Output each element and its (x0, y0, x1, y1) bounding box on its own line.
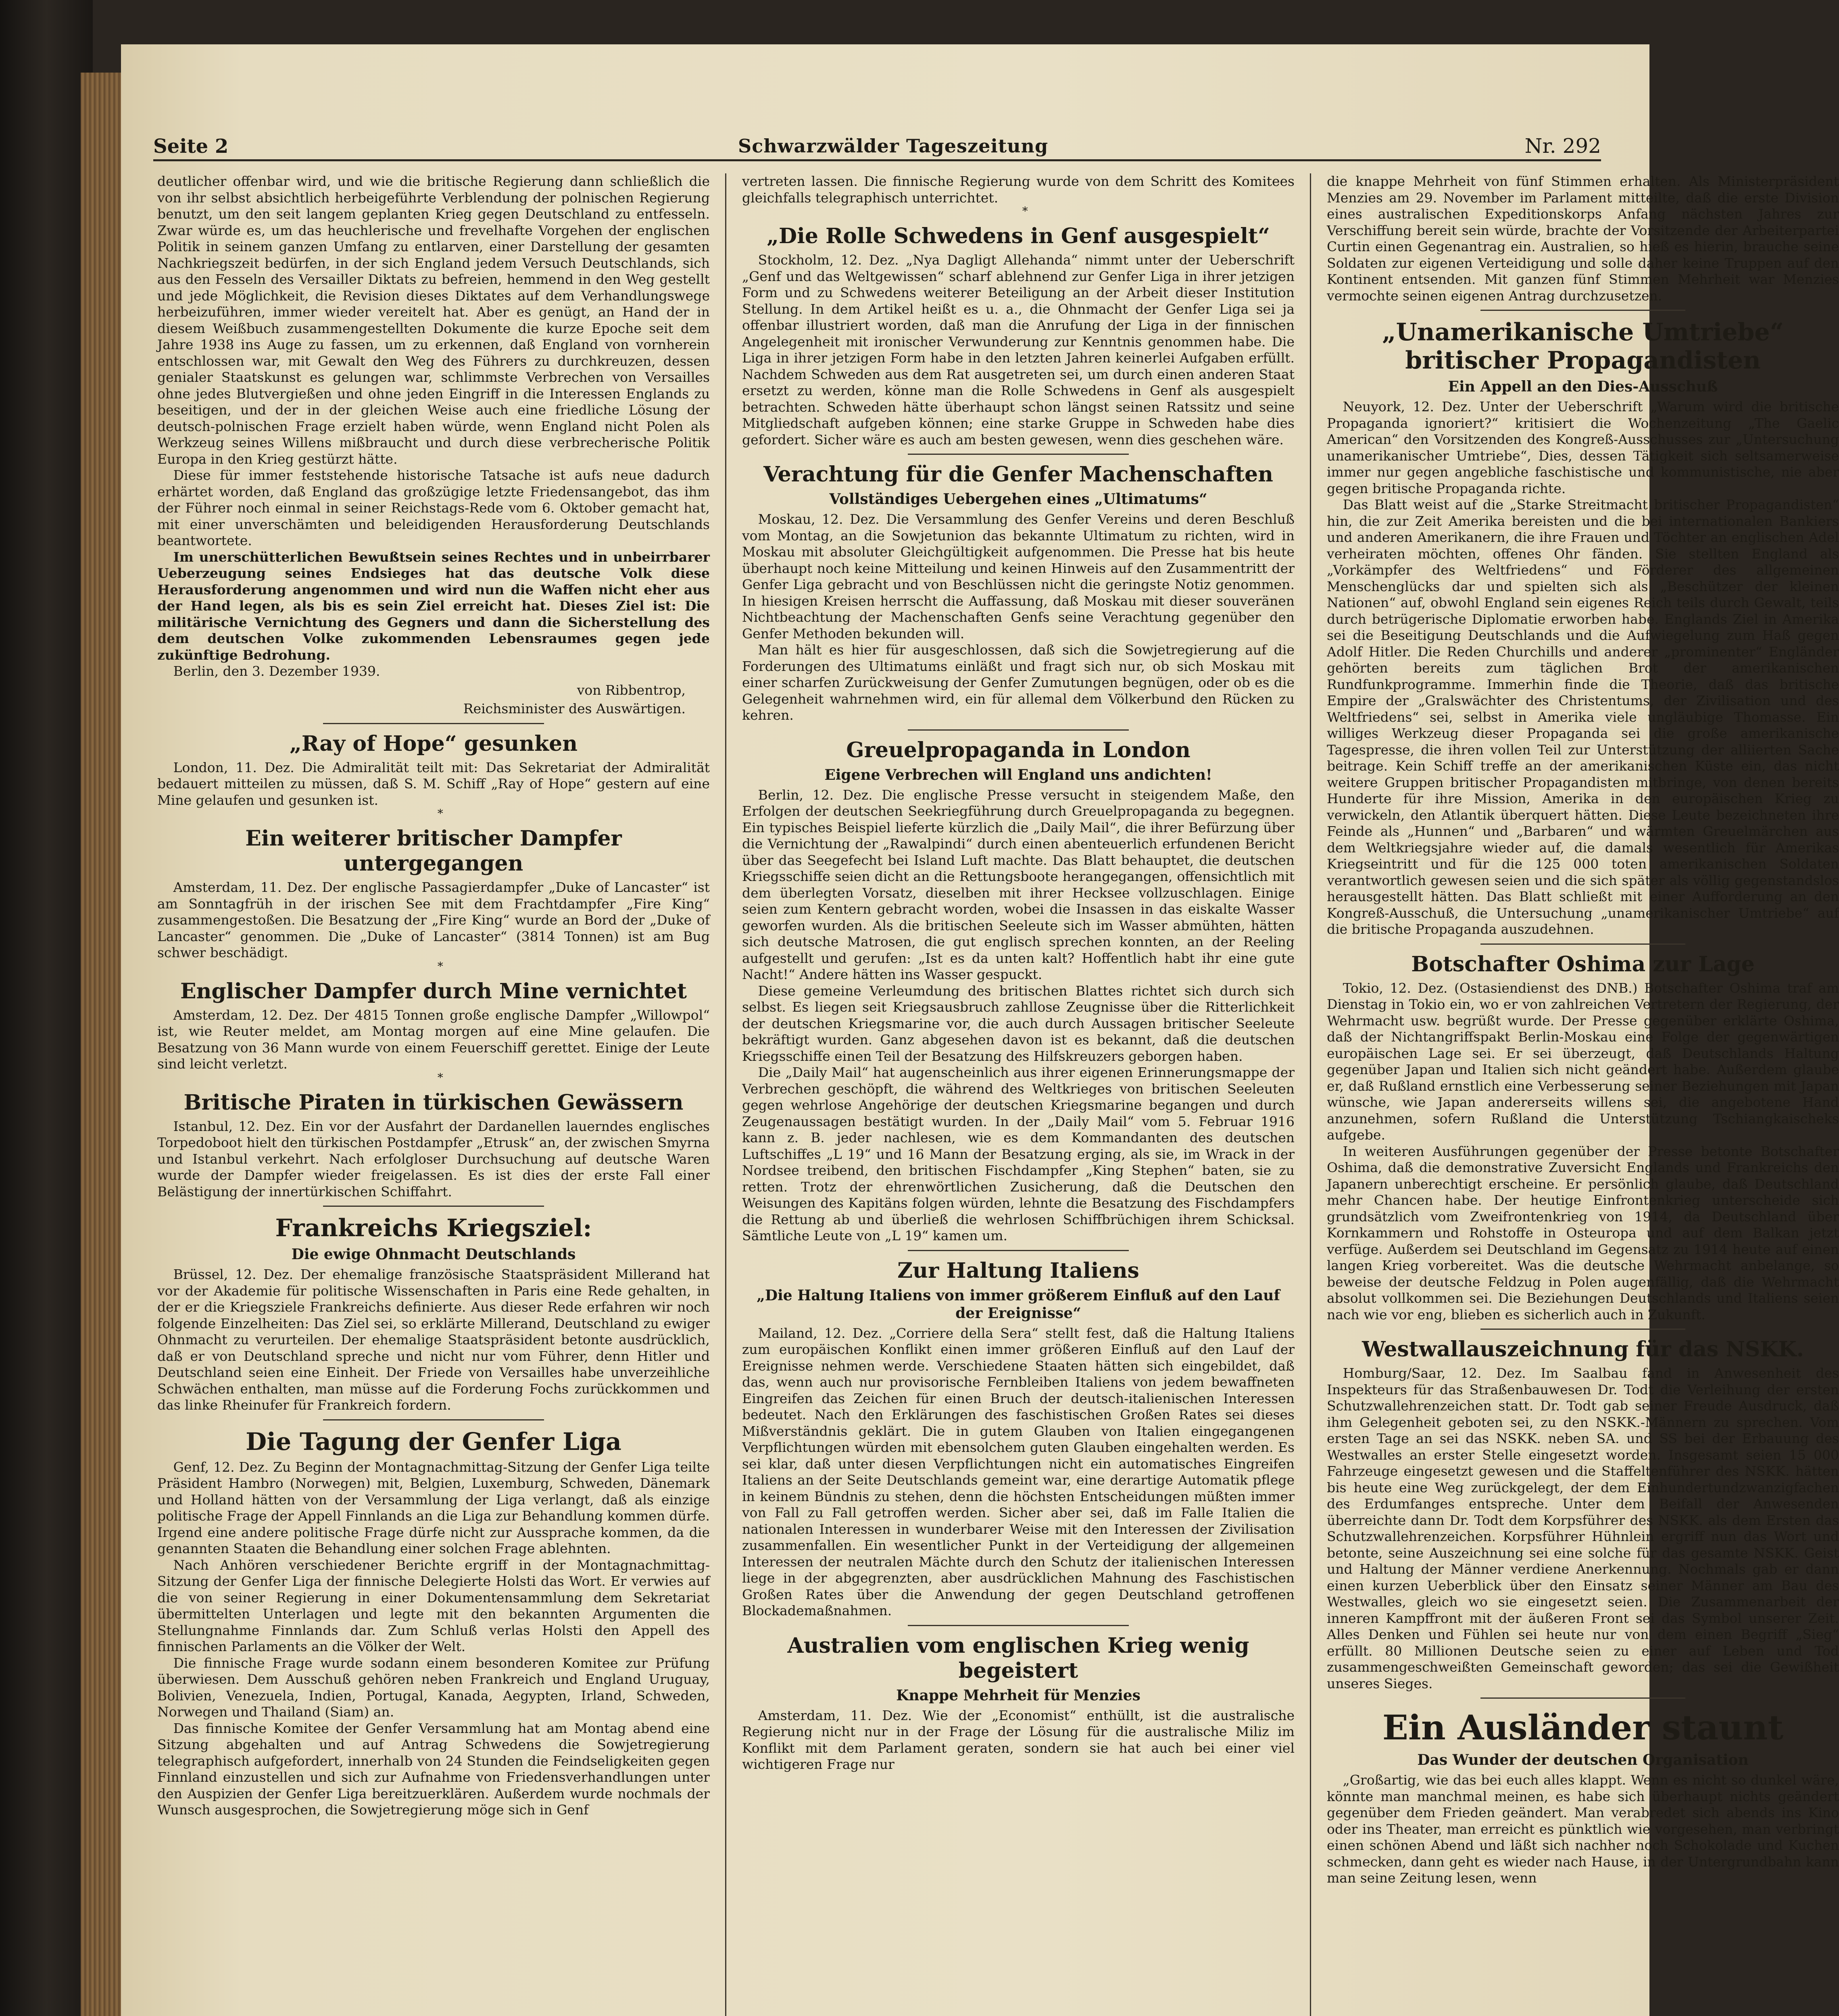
article-title: „Die Rolle Schwedens in Genf ausgespielt“ (767, 224, 1270, 248)
article-body: Die „Daily Mail“ hat augenscheinlich aus ihrer eigenen Erinnerungsmappe der Verbrechen geschöpft, die während des Weltkrieges von britischen Seeleuten gegen wehrlose Angehörige der deutschen Kriegsmarine begangen und durch Zeugenaussagen bestätigt wurden. In der „Daily Mail“ vom 5. Februar 1916 kann z. B. jeder nachlesen, wie es dem Kommandanten des deutschen Luftschiffes „L 19“ und 16 Mann der Besatzung erging, als sie, im Wrack in der Nordsee treibend, den britischen Fischdampfer „King Stephen“ baten, sie zu retten. Trotz der ehrenwörtlichen Zusicherung, daß die Deutschen den Weisungen des Kapitäns folgen würden, lehnte die Besatzung des Fischdampfers die Rettung ab und überließ die wehrlosen Schiffbrüchigen ihrem Schicksal. Sämtliche Leute von „L 19“ kamen um. (742, 1064, 1295, 1243)
book-spine (0, 0, 93, 2016)
divider (908, 454, 1129, 455)
issue-number: Nr. 292 (1524, 134, 1601, 158)
article-title: Ein Ausländer staunt (1382, 1708, 1784, 1747)
article-title: Frankreichs Kriegsziel: (275, 1214, 592, 1242)
divider (323, 1206, 544, 1207)
paragraph: die knappe Mehrheit von fünf Stimmen erhalten. Als Ministerpräsident Menzies am 29. November im Parlament mitteilte, daß die erste Division eines australischen Expeditionskorps Anfang nächsten Jahres zur Verschiffung bereit sein würde, brachte der Vorsitzende der Arbeiterpartei Curtin einen Gegenantrag ein. Australien, so hieß es hierin, brauche seine Soldaten zur eigenen Verteidigung und solle daher keine Truppen auf den Kontinent entsenden. Mit ganzen fünf Stimmen Mehrheit war Menzies vermochte seinen eigenen Antrag durchzusetzen. (1327, 173, 1839, 304)
divider (908, 729, 1129, 731)
divider (323, 723, 544, 724)
article-body: Brüssel, 12. Dez. Der ehemalige französische Staatspräsident Millerand hat vor der Akademie für politische Wissenschaften in Paris eine Rede gehalten, in der er die Kriegsziele Frankreichs definierte. Aus dieser Rede erfahren wir noch folgende Einzelheiten: Das Ziel sei, so erklärte Millerand, Deutschland zu ewiger Ohnmacht zu verurteilen. Der ehemalige Staatspräsident betonte ausdrücklich, daß er von Deutschland spreche und nicht nur vom Führer, denn Hitler und Deutschland seien eine Einheit. Der Friede von Versailles habe unverzeihliche Schwächen enthalten, man müsse auf die Forderung Fochs zurückkommen und das linke Rheinufer für Frankreich fordern. (157, 1266, 710, 1413)
dateline: Berlin, den 3. Dezember 1939. (173, 663, 380, 679)
page-header (153, 131, 1601, 161)
article-title: Australien vom englischen Krieg wenig begeistert (787, 1633, 1249, 1683)
article-body: Amsterdam, 11. Dez. Wie der „Economist“ enthüllt, ist die australische Regierung nicht nur in der Frage der Lösung für die australische Miliz im Konflikt mit dem Parlament geraten, sondern sie hat auch bei einer viel wichtigeren Frage nur (742, 1707, 1295, 1772)
article-subtitle: Knappe Mehrheit für Menzies (896, 1687, 1141, 1704)
article-body: Man hält es hier für ausgeschlossen, daß sich die Sowjetregierung auf die Forderungen des Ultimatums einläßt und fragt sich nur, ob sich Moskau mit einer scharfen Zurückweisung der Genfer Zumutungen begnügen, oder ob es die Gelegenheit wahrnehmen wird, ein für allemal dem Völkerbund den Rücken zu kehren. (742, 642, 1295, 723)
article-body: Moskau, 12. Dez. Die Versammlung des Genfer Vereins und deren Beschluß vom Montag, an die Sowjetunion das bekannte Ultimatum zu richten, wird in Moskau mit absoluter Gleichgültigkeit aufgenommen. Die Presse hat bis heute überhaupt noch keine Mitteilung und keinen Hinweis auf den Zusammentritt der Genfer Liga gebracht und von Beschlüssen nicht die geringste Notiz genommen. In hiesigen Kreisen herrscht die Auffassung, daß Moskau mit dieser souveränen Nichtbeachtung der Machenschaften Genfs seine Verachtung gegenüber den Genfer Methoden bekunden will. (742, 511, 1295, 641)
divider (1480, 1697, 1685, 1699)
article-body: „Großartig, wie das bei euch alles klappt. Wenn es nicht so dunkel wäre, könnte man manchmal meinen, es habe sich überhaupt nichts geändert gegenüber dem Frieden geändert. Man verabredet sich abends ins Kino oder ins Theater, man erreicht es pünktlich wie vorgesehen, man verbringt einen schönen Abend und läßt sich nachher noch Schokolade und Kuchen schmecken, dann geht es wieder nach Hause, in der Untergrundbahn kann man seine Zeitung lesen, wenn (1327, 1772, 1839, 1886)
article-subtitle: Ein Appell an den Dies-Ausschuß (1448, 378, 1718, 395)
article-title: Die Tagung der Genfer Liga (246, 1427, 621, 1456)
signature-name: von Ribbentrop, (577, 682, 686, 698)
star-divider: * (437, 1070, 443, 1084)
article-subtitle: Die ewige Ohnmacht Deutschlands (291, 1246, 576, 1263)
article-body: Mailand, 12. Dez. „Corriere della Sera“ stellt fest, daß die Haltung Italiens zum europäischen Konflikt einen immer größeren Einfluß auf den Lauf der Ereignisse nehmen werde. Verschiedene Staaten hätten sich eingebildet, daß das, wenn auch nur provisorische Fernbleiben Italiens von jedem bewaffneten Eingreifen das Zeichen für einen Bruch der deutsch-italienischen Interessen bedeutet. Nach den Erklärungen des faschistischen Großen Rates sei dieses Mißverständnis geklärt. Die in gutem Glauben von Italien eingegangenen Verpflichtungen würden mit ebensolchem guten Glauben eingehalten werden. Es sei klar, daß unter diesen Verpflichtungen nicht ein automatisches Eingreifen Italiens an der Seite Deutschlands gemeint war, eine derartige Automatik pflege in keinem Bündnis zu stehen, denn die höchsten Entscheidungen müßten immer von Fall zu Fall getroffen werden. Sicher aber sei, daß im Falle Italien die nationalen Interessen in wunderbarer Weise mit den Interessen der Zivilisation zusammenfallen. Ein wesentlicher Punkt in der Verteidigung der allgemeinen Interessen der neutralen Mächte durch den Schutz der italienischen Interessen liege in der abgegrenzten, aber ausdrücklichen Mahnung des Faschistischen Großen Rates über die Anwendung der gegen Deutschland getroffenen Blockademaßnahmen. (742, 1325, 1295, 1618)
article-body: Istanbul, 12. Dez. Ein vor der Ausfahrt der Dardanellen lauerndes englisches Torpedoboot hielt den türkischen Postdampfer „Etrusk“ an, der zwischen Smyrna und Istanbul verkehrt. Nach erfolgloser Durchsuchung auf deutsche Waren wurde der Dampfer wieder freigelassen. Es ist dies der erste Fall einer Belästigung der innertürkischen Schiffahrt. (157, 1118, 710, 1200)
article-title: Westwallauszeichnung für das NSKK. (1362, 1337, 1804, 1362)
divider (1480, 310, 1685, 311)
article-title: „Unamerikanische Umtriebe“ britischer Propagandisten (1382, 318, 1784, 375)
article-body: Amsterdam, 11. Dez. Der englische Passagierdampfer „Duke of Lancaster“ ist am Sonntagfrüh in der irischen See mit dem Frachtdampfer „Fire King“ zusammengestoßen. Die Besatzung der „Fire King“ wurde an Bord der „Duke of Lancaster“ genommen. Die „Duke of Lancaster“ (3814 Tonnen) ist am Bug schwer beschädigt. (157, 879, 710, 960)
article-body: Amsterdam, 12. Dez. Der 4815 Tonnen große englische Dampfer „Willowpol“ ist, wie Reuter meldet, am Montag morgen auf eine Mine gelaufen. Die Besatzung von 36 Mann wurde von einem Feuerschiff gerettet. Einige der Leute sind leicht verletzt. (157, 1007, 710, 1072)
signature-title: Reichsminister des Auswärtigen. (463, 701, 686, 716)
article-body: In weiteren Ausführungen gegenüber der Presse betonte Botschafter Oshima, daß die demonstrative Zuversicht Englands und Frankreichs den Japanern unberechtigt erscheine. Er persönlich glaube, daß Deutschland mehr Chancen habe. Der heutige Einfrontenkrieg unterscheide sich grundsätzlich vom Zweifrontenkrieg von 1914, da Deutschland über Kornkammern und Rohstoffe in Osteuropa und auf dem Balkan jetzt verfüge. Außerdem sei Deutschland im Gegensatz zu 1914 heute auf einen langen Krieg vorbereitet. Was die deutsche Wehrmacht anbelange, so beweise der deutsche Feldzug in Polen augenfällig, daß die Wehrmacht absolut vollkommen sei. Die Beziehungen Deutschlands und Italiens seien nach wie vor eng, blieben es sicherlich auch in Zukunft. (1327, 1143, 1839, 1322)
page-content (153, 44, 1839, 2016)
article-body: Das finnische Komitee der Genfer Versammlung hat am Montag abend eine Sitzung abgehalten und auf Antrag Schwedens die Sowjetregierung telegraphisch aufgefordert, innerhalb von 24 Stunden die Feindseligkeiten gegen Finnland einzustellen und sich zur Aufnahme von Friedensverhandlungen unter den Auspizien der Genfer Liga bereitzuerklären. Außerdem wurde nochmals der Wunsch ausgesprochen, die Sowjetregierung möge sich in Genf (157, 1720, 710, 1818)
article-body: Tokio, 12. Dez. (Ostasiendienst des DNB.) Botschafter Oshima traf am Dienstag in Tokio ein, wo er von zahlreichen Vertretern der Regierung, der Wehrmacht usw. begrüßt wurde. Der Presse gegenüber erklärte Oshima, daß der Nichtangriffspakt Berlin-Moskau eine Folge der gegenwärtigen europäischen Lage sei. Er sei überzeugt, daß Deutschlands Haltung gegenüber Japan und Italien sich nicht geändert habe. Außerdem glaube er, daß Rußland ernstlich eine Verbesserung seiner Beziehungen mit Japan wünsche, wie Japan andererseits willens sei, die angebotene Hand anzunehmen, sofern Rußland die Unterstützung Tschiangkaischeks aufgebe. (1327, 980, 1839, 1143)
star-divider: * (1022, 204, 1028, 218)
page-label: Seite 2 (153, 135, 229, 158)
article-title: Englischer Dampfer durch Mine vernichtet (180, 979, 687, 1004)
article-body: Stockholm, 12. Dez. „Nya Dagligt Allehanda“ nimmt unter der Ueberschrift „Genf und das Weltgewissen“ scharf ablehnend zur Genfer Liga in ihrer jetzigen Form und zu Schwedens weiterer Beteiligung an der Arbeit dieser Institution Stellung. In dem Artikel heißt es u. a., die Ohnmacht der Genfer Liga sei ja offenbar illustriert worden, daß man die Anrufung der Liga in der finnischen Angelegenheit mit ironischer Verwunderung zur Kenntnis genommen habe. Die Liga in ihrer jetzigen Form habe in den letzten Jahren keinerlei Aufgaben erfüllt. Nachdem Schweden aus dem Rat ausgetreten sei, um durch einen anderen Staat ersetzt zu werden, könne man die Rolle Schwedens in Genf als ausgespielt betrachten. Schweden hätte überhaupt schon längst seinen Ratssitz und seine Mitgliedschaft aufgeben können; eine starke Gruppe in Schweden habe dies gefordert. Sicher wäre es auch am besten gewesen, wenn dies geschehen wäre. (742, 252, 1295, 448)
newspaper-page (121, 44, 1839, 2016)
article-title: Zur Haltung Italiens (897, 1258, 1139, 1283)
column-2 (742, 173, 1295, 2016)
article-body: Neuyork, 12. Dez. Unter der Ueberschrift „Warum wird die britische Propaganda ignoriert?“ kritisiert die Wochenzeitung „The Gaelic American“ den Vorsitzenden des Kongreß-Ausschusses zur „Untersuchung unamerikanischer Umtriebe“, Dies, dessen Tätigkeit sich seltsamerweise immer nur gegen angebliche faschistische und kommunistische, nie aber gegen britische Propaganda richte. (1327, 399, 1839, 496)
article-body: London, 11. Dez. Die Admiralität teilt mit: Das Sekretariat der Admiralität bedauert mitteilen zu müssen, daß S. M. Schiff „Ray of Hope“ gestern auf eine Mine gelaufen und gesunken ist. (157, 759, 710, 808)
article-body: Berlin, 12. Dez. Die englische Presse versucht in steigendem Maße, den Erfolgen der deutschen Seekriegführung durch Greuelpropaganda zu begegnen. Ein typisches Beispiel lieferte kürzlich die „Daily Mail“, die ihrer Befürzung über die Vernichtung der „Rawalpindi“ durch einen abenteuerlich erfundenen Bericht über das Seegefecht bei Island Luft machte. Das Blatt behauptet, die deutschen Kriegsschiffe seien dicht an die Rettungsboote herangegangen, offensichtlich mit dem überlegten Vorsatz, dieselben mit ihrer Hecksee vollzuschlagen. Einige seien zum Kentern gebracht worden, wobei die Insassen in das eiskalte Wasser geworfen wurden. Als die britischen Seeleute sich im Wasser abmühten, hätten sich deutsche Matrosen, die gut englisch sprechen konnten, an der Reeling aufgestellt und gerufen: „Ist es da unten kalt? Hoffentlich habt ihr eine gute Nacht!“ Andere hätten ins Wasser gespuckt. (742, 787, 1295, 982)
star-divider: * (437, 959, 443, 973)
article-body: Homburg/Saar, 12. Dez. Im Saalbau fand in Anwesenheit des Inspekteurs für das Straßenbauwesen Dr. Todt die Verleihung der ersten Schutzwallehrenzeichen statt. Dr. Todt gab seiner Freude Ausdruck, daß ihm Gelegenheit geboten sei, zu den NSKK.-Männern zu sprechen. Vom ersten Tage an sei das NSKK. neben SA. und SS bei der Erbauung des Westwalles an erster Stelle eingesetzt worden. Insgesamt seien 15 000 Fahrzeuge eingesetzt gewesen und die Staffeltenführer des NSKK. hätten bis heute eine Weg zurückgelegt, der dem Einhundertundzwanzigfachen des Erdumfanges entspreche. Unter dem Beifall der Anwesenden überreichte dann Dr. Todt dem Korpsführer des NSKK. als dem Ersten das Schutzwallehrenzeichen. Korpsführer Hühnlein ergriff nun das Wort und betonte, seine Auszeichnung sei eine solche für das gesamte NSKK. Geist und Haltung der Männer verdiene Anerkennung. Nochmals gab er dann einen kurzen Ueberblick über den Einsatz seiner Männer am Bau des Westwalles, gleich wo sie eingesetzt seien. Die Zusammenarbeit der inneren Kampffront mit der äußeren Front sei das Symbol unserer Zeit. Alles Denken und Fühlen sei heute nur von dem einen Begriff „Sieg“ erfüllt. 80 Millionen Deutsche seien zu einer auf Leben und Tod zusammengeschweißten Gemeinschaft geworden; das sei die Gewißheit unseres Sieges. (1327, 1365, 1839, 1691)
article-title: Britische Piraten in türkischen Gewässern (183, 1090, 684, 1115)
column-rule (1310, 173, 1311, 2016)
article-title: Greuelpropaganda in London (846, 737, 1191, 762)
article-subtitle: Das Wunder der deutschen Organisation (1417, 1752, 1749, 1768)
divider (1480, 1329, 1685, 1330)
column-rule (725, 173, 726, 2016)
article-title: Verachtung für die Genfer Machenschaften (763, 462, 1273, 487)
article-body: Genf, 12. Dez. Zu Beginn der Montagnachmittag-Sitzung der Genfer Liga teilte Präsident Hambro (Norwegen) mit, Belgien, Luxemburg, Schweden, Dänemark und Holland hätten von der Versammlung der Liga verlangt, daß als einzige politische Frage der Appell Finnlands an die Liga zur Behandlung kommen dürfe. Irgend eine andere politische Frage dürfe nicht zur Aussprache kommen, da die genannten Staaten die Behandlung einer solchen Frage ablehnten. (157, 1459, 710, 1556)
article-subtitle: „Die Haltung Italiens von immer größerem Einfluß auf den Lauf der Ereignisse“ (757, 1287, 1280, 1322)
star-divider: * (437, 807, 443, 820)
article-body: Diese gemeine Verleumdung des britischen Blattes richtet sich durch sich selbst. Es liegen seit Kriegsausbruch zahllose Zeugnisse über die Ritterlichkeit der deutschen Kriegsmarine vor, die auch durch Aussagen britischer Seeleute bekräftigt wurden. Ganz abgesehen davon ist es bekannt, daß die deutschen Kriegsschiffe einen Teil der Besatzung des Hilfskreuzers geborgen haben. (742, 983, 1295, 1064)
article-subtitle: Vollständiges Uebergehen eines „Ultimatums“ (829, 491, 1207, 508)
article-title: Botschafter Oshima zur Lage (1411, 952, 1755, 977)
article-title: „Ray of Hope“ gesunken (289, 731, 578, 756)
article-subtitle: Eigene Verbrechen will England uns andichten! (824, 766, 1212, 783)
divider (323, 1419, 544, 1420)
paragraph: Im unerschütterlichen Bewußtsein seines Rechtes und in unbeirrbarer Ueberzeugung seines Endsieges hat das deutsche Volk diese Herausforderung angenommen und wird nun die Waffen nicht eher aus der Hand legen, als bis es sein Ziel erreicht hat. Dieses Ziel ist: Die militärische Vernichtung des Gegners und dann die Sicherstellung des dem deutschen Volke zukommenden Lebensraumes gegen jede zukünftige Bedrohung. (157, 549, 710, 663)
paragraph: vertreten lassen. Die finnische Regierung wurde von dem Schritt des Komitees gleichfalls telegraphisch unterrichtet. (742, 173, 1295, 206)
column-3 (1327, 173, 1839, 2016)
article-title: Ein weiterer britischer Dampfer untergegangen (245, 826, 622, 876)
article-body: Das Blatt weist auf die „Starke Streitmacht britischer Propagandisten“ hin, die zur Zeit Amerika bereisten und die bei internationalen Bankiers und anderen Amerikanern, die ihre Frauen und Töchter an englischen Adel verheiraten möchten, offenes Ohr fänden. Sie stellten England als „Vorkämpfer des Weltfriedens“ und Förderer des allgemeinen Menschenglücks dar und spielten sich als „Beschützer der kleinen Nationen“ auf, obwohl England sein eigenes Reich teils durch Gewalt, teils durch betrügerische Diplomatie erworben habe. Englands Ziel in Amerika sei die Beseitigung Deutschlands und die Aufwiegelung zum Haß gegen Adolf Hitler. Die Reden Churchills und anderer „prominenter“ Engländer gehörten bereits zum täglichen Brot der amerikanischen Rundfunkprogramme. Immerhin finde die Theorie, daß das britische Empire der „Gralswächter des Christentums, der Zivilisation und des Weltfriedens“ sei, selbst in Amerika viele ungläubige Thomasse. Ein williges Werkzeug dieser Propaganda sei die große amerikanische Tagespresse, die ihren vollen Teil zur Unterstützung der alliierten Sache beitrage. Kein Schiff treffe an der amerikanischen Küste ein, das nicht weitere Gruppen britischer Propagandisten mitbringe, von denen bereits Hunderte für ihre Mission, Amerika in den europäischen Krieg zu verwickeln, den Atlantik überquert hätten. Diese Leute bezeichneten ihre Feinde als „Hunnen“ und „Barbaren“ und wärmten Greuelmärchen aus dem Weltkriegsjahre wieder auf, die damals wesentlich für Amerikas Kriegseintritt und für die 125 000 toten amerikanischen Soldaten verantwortlich gewesen seien und die sich später als völlig gegenstandslos herausgestellt hätten. Das Blatt schließt mit einer Aufforderung an den Kongreß-Ausschuß, die Untersuchung „unamerikanischer Umtriebe“ auf die britische Propaganda auszudehnen. (1327, 497, 1839, 937)
article-body: Nach Anhören verschiedener Berichte ergriff in der Montagnachmittag-Sitzung der Genfer Liga der finnische Delegierte Holsti das Wort. Er verwies auf die von seiner Regierung in einer Dokumentensammlung dem Sekretariat übermittelten Unterlagen und legte mit den bekannten Argumenten die Stellungnahme Finnlands dar. Zum Schluß verlas Holsti den Appell des finnischen Parlaments an die Völker der Welt. (157, 1557, 710, 1654)
divider (1480, 943, 1685, 945)
article-body: Die finnische Frage wurde sodann einem besonderen Komitee zur Prüfung überwiesen. Dem Ausschuß gehören neben Frankreich und England Uruguay, Bolivien, Venezuela, Indien, Portugal, Kanada, Aegypten, Irland, Schweden, Norwegen und Thailand (Siam) an. (157, 1655, 710, 1720)
newspaper-title: Schwarzwälder Tageszeitung (738, 135, 1049, 157)
paragraph: deutlicher offenbar wird, und wie die britische Regierung dann schließlich die von ihr selbst absichtlich herbeigeführte Verblendung der polnischen Regierung benutzt, um den seit langem geplanten Krieg gegen Deutschland zu entfesseln. Zwar würde es, um das heuchlerische und frevelhafte Vorgehen der englischen Politik in seinem ganzen Umfang zu entlarven, einer Darstellung der gesamten Nachkriegszeit bedürfen, in der sich England jedem Versuch Deutschlands, sich aus den Fesseln des Versailler Diktats zu befreien, hemmend in den Weg gestellt und jede Möglichkeit, die Revision dieses Diktates auf dem Verhandlungswege herbeizuführen, immer wieder vereitelt hat. Aber es genügt, an Hand der in diesem Weißbuch zusammengestellten Dokumente die kurze Epoche seit dem Jahre 1938 ins Auge zu fassen, um zu erkennen, daß England von vornherein entschlossen war, mit Gewalt den Weg des Führers zu durchkreuzen, dessen genialer Staatskunst es gelungen war, schlimmste Verbrechen von Versailles ohne jedes Blutvergießen und ohne jeden Eingriff in die Interessen Englands zu beseitigen, und der in der gleichen Weise auch eine friedliche Lösung der deutsch-polnischen Frage erzielt haben würde, wenn England nicht Polen als Werkzeug seines Willens mißbraucht und durch diese verbrecherische Politik Europa in den Krieg gestürzt hätte. (157, 173, 710, 467)
divider (908, 1250, 1129, 1251)
column-1 (157, 173, 710, 2016)
paragraph: Diese für immer feststehende historische Tatsache ist aufs neue dadurch erhärtet worden, daß England das großzügige letzte Friedensangebot, das ihm der Führer noch einmal in seiner Reichstags-Rede vom 6. Oktober gemacht hat, mit einer unverschämten und beleidigenden Herausforderung Deutschlands beantwortete. (157, 467, 710, 548)
divider (908, 1625, 1129, 1626)
